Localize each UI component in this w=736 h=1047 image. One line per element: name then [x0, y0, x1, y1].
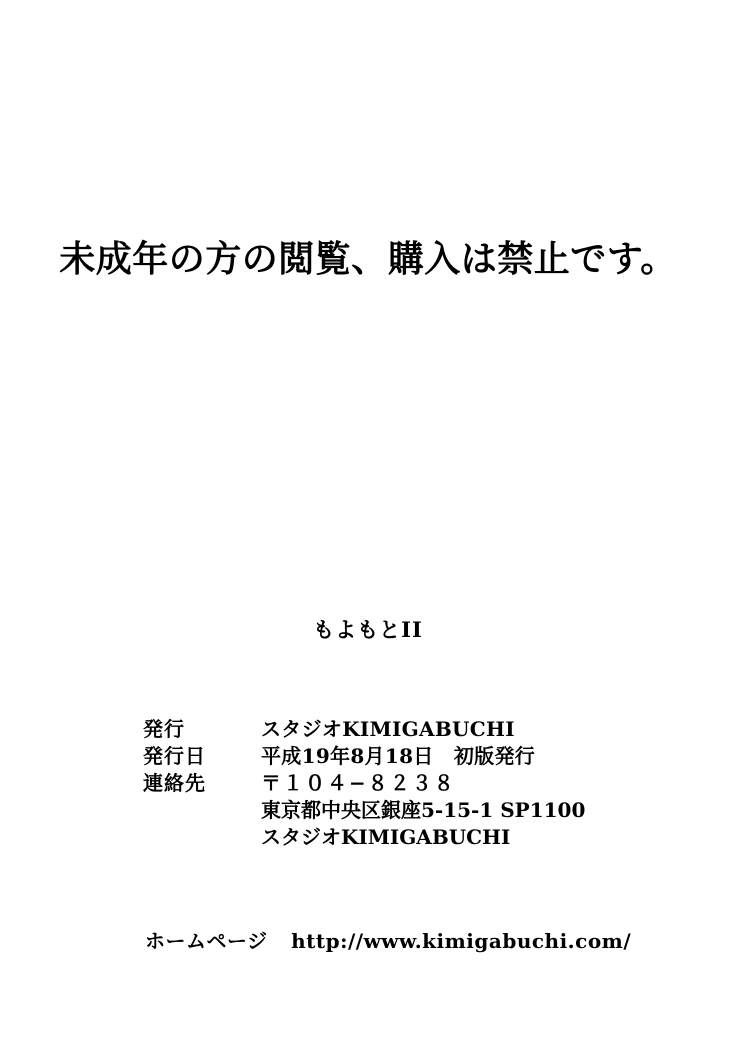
- colophon-block: [143, 716, 663, 851]
- colophon-row: [143, 716, 663, 743]
- publication-date-label: 発行日: [143, 744, 206, 768]
- publication-date-value: 平成19年8月18日 初版発行: [261, 744, 536, 768]
- postal-code-value: 〒１０４−８２３８: [261, 771, 456, 795]
- colophon-row: [143, 797, 663, 824]
- address-line: 東京都中央区銀座5-15-1 SP1100: [261, 798, 586, 822]
- homepage-url[interactable]: http://www.kimigabuchi.com/: [291, 929, 632, 953]
- publication-title: もよもとII: [313, 617, 423, 642]
- publisher-label: 発行: [143, 717, 185, 741]
- publisher-value: スタジオKIMIGABUCHI: [261, 717, 515, 741]
- colophon-row: [143, 824, 663, 851]
- colophon-row: [143, 743, 663, 770]
- age-restriction-notice: 未成年の方の閲覧、購入は禁止です。: [59, 238, 677, 280]
- homepage-label: ホームページ: [145, 929, 268, 953]
- colophon-row: [143, 770, 663, 797]
- studio-name-line: スタジオKIMIGABUCHI: [261, 825, 511, 849]
- contact-label: 連絡先: [143, 771, 206, 795]
- homepage-line: [145, 925, 705, 954]
